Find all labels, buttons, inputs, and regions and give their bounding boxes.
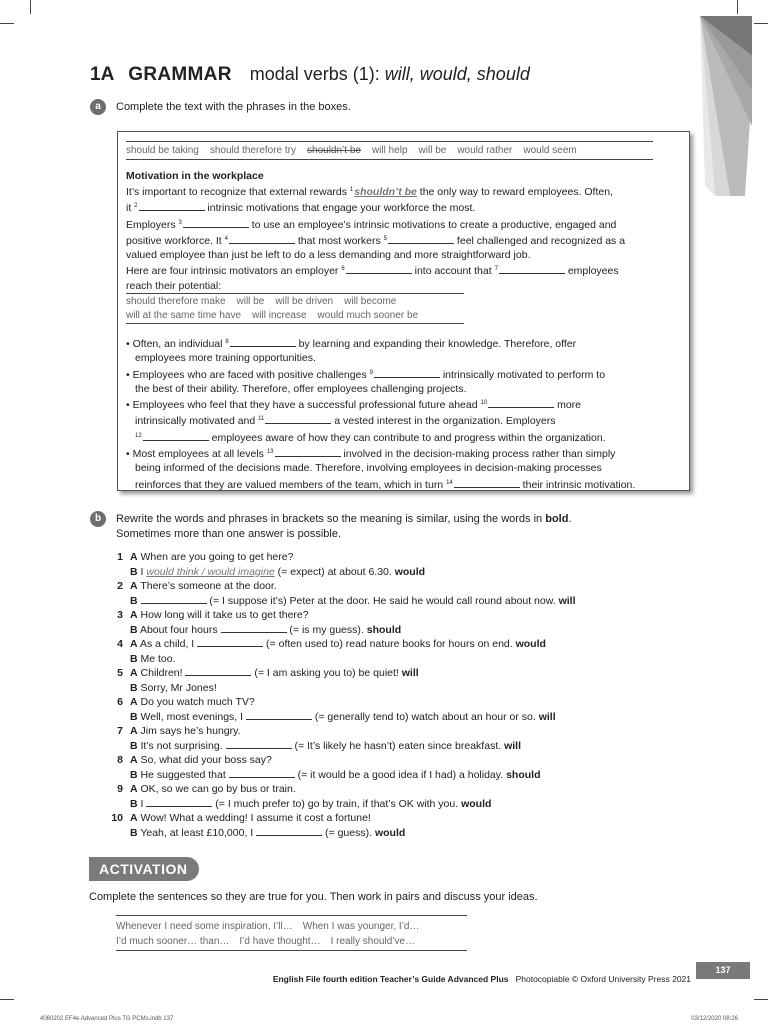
- question-item: 3 A How long will it take us to get there? B About four hours (= is my guess). should: [117, 609, 402, 636]
- page-title: [90, 62, 530, 87]
- phrase-item: would seem: [523, 145, 577, 156]
- list-item: • Employees who are faced with positive challenges $^9$ intrinsically motivated to perform to the best of their ability. Therefore, offer employees challenging projects.: [126, 368, 606, 395]
- phrase-item: will at the same time have: [126, 309, 242, 321]
- list-item: • Most employees at all levels $^{13}$ involved in the decision-making process rather than simply being informed of the decisions made. Therefore, involving employees in decision-making processes reinforces that they are valued members of the team, which in turn $^{14}$ their intrinsic motivation.: [126, 448, 636, 491]
- page-number: 137: [696, 962, 750, 979]
- title-verbs: will, would, should: [384, 64, 530, 84]
- print-slug-left: 4060202 EF4e Advanced Plus TG PCMs.indb 137: [40, 1016, 174, 1022]
- question-item: 1 A When are you going to get here? B I would think / would imagine (= expect) at about 6.30. would: [117, 551, 426, 578]
- answer-blank[interactable]: [183, 218, 249, 228]
- phrase-item: Whenever I need some inspiration, I’ll…: [116, 921, 293, 932]
- activation-instruction: Complete the sentences so they are true for you. Then work in pairs and discuss your ideas.: [89, 891, 538, 903]
- phrase-item: should be taking: [126, 145, 199, 156]
- phrase-item: will help: [371, 145, 408, 156]
- question-item: 10 A Wow! What a wedding! I assume it cost a fortune! B Yeah, at least £10,000, I (= guess). would: [111, 812, 406, 839]
- example-answer: would think / would imagine: [146, 565, 275, 578]
- answer-blank[interactable]: [488, 398, 554, 408]
- answer-blank[interactable]: [139, 201, 205, 211]
- question-item: 5 A Children! (= I am asking you to) be quiet! will B Sorry, Mr Jones!: [117, 667, 419, 694]
- question-item: 4 A As a child, I (= often used to) read nature books for hours on end. would B Me too.: [117, 638, 546, 665]
- lesson-code: 1A: [90, 64, 115, 85]
- phrase-box-top-rule: [126, 141, 653, 142]
- answer-blank[interactable]: [229, 234, 295, 244]
- answer-blank[interactable]: [388, 234, 454, 244]
- crop-mark: [0, 999, 14, 1000]
- phrase-box-2: [126, 295, 429, 322]
- phrase-item: I’d have thought…: [239, 936, 321, 947]
- phrase-box-1: [126, 144, 577, 158]
- answer-blank[interactable]: [499, 264, 565, 274]
- crop-mark: [0, 23, 14, 24]
- section-b-badge: b: [90, 511, 106, 527]
- text-title: Motivation in the workplace: [126, 170, 264, 182]
- answer-blank[interactable]: [143, 431, 209, 441]
- activation-box-top-rule: [116, 915, 467, 916]
- phrase-item: should therefore make: [126, 296, 226, 307]
- phrase-item: I’d much sooner… than…: [116, 936, 230, 947]
- grammar-label: GRAMMAR: [128, 64, 232, 85]
- answer-blank[interactable]: [265, 414, 331, 424]
- copyright-text: Photocopiable © Oxford University Press 2021: [515, 974, 691, 984]
- crop-mark: [737, 0, 738, 14]
- answer-blank[interactable]: [275, 447, 341, 457]
- phrase-item: should therefore try: [209, 145, 297, 156]
- answer-blank[interactable]: [230, 337, 296, 347]
- question-item: 7 A Jim says he’s hungry. B It’s not surprising. (= It’s likely he hasn’t) eaten since breakfast. will: [117, 725, 521, 752]
- activation-banner: ACTIVATION: [89, 857, 199, 881]
- example-answer: shouldn’t be: [354, 186, 417, 198]
- list-item: • Employees who feel that they have a successful professional future ahead $^{10}$ more intrinsically motivated and $^{11}$ a vested interest in the organization. Employers $^{12}$ employees aware of how they can contribute to and progress within the organization.: [126, 399, 606, 444]
- phrase-box-bottom-rule: [126, 159, 653, 160]
- print-slug-right: 03/12/2020 08:26: [691, 1016, 738, 1022]
- answer-blank[interactable]: [141, 594, 207, 604]
- phrase-item: will be: [418, 145, 447, 156]
- phrase-item: would much sooner be: [317, 309, 419, 321]
- question-list: [106, 550, 666, 840]
- question-item: 2 A There’s someone at the door. B (= I suppose it’s) Peter at the door. He said he would call round about now. will: [117, 580, 576, 607]
- phrase-item: I really should’ve…: [330, 936, 416, 947]
- activation-phrase-box: [116, 919, 429, 949]
- crop-mark: [30, 0, 31, 14]
- question-item: 9 A OK, so we can go by bus or train. B I (= I much prefer to) go by train, if that’s OK with you. would: [117, 783, 492, 810]
- answer-blank[interactable]: [246, 710, 312, 720]
- phrase-item: will increase: [252, 309, 307, 321]
- question-item: 6 A Do you watch much TV? B Well, most evenings, I (= generally tend to) watch about an hour or so. will: [117, 696, 556, 723]
- text-paragraph: It’s important to recognize that external rewards $^1$shouldn’t be the only way to reward employees. Often, it $^2$ intrinsic motivations that engage your workforce the most. Employers $^3$ to use an employee’s intrinsic motivations to create a productive, engaged and positive workforce. It $^4$ that most workers $^5$ feel challenged and recognized as a valued employee than just be left to do a less demanding and more straightforward job. Here are four intrinsic motivators an employer $^6$ into account that $^7$ employees reach their potential:: [126, 186, 626, 292]
- title-subtitle: modal verbs (1):: [249, 64, 385, 84]
- section-a-badge: a: [90, 99, 106, 115]
- answer-blank[interactable]: [256, 826, 322, 836]
- phrase-item: When I was younger, I’d…: [302, 921, 420, 932]
- phrase-item: will be driven: [275, 296, 334, 307]
- activation-box-bottom-rule: [116, 950, 467, 951]
- answer-blank[interactable]: [146, 797, 212, 807]
- answer-blank[interactable]: [454, 478, 520, 488]
- crop-mark: [754, 999, 768, 1000]
- answer-blank[interactable]: [226, 739, 292, 749]
- bullet-list: [126, 335, 682, 492]
- answer-blank[interactable]: [374, 368, 440, 378]
- section-a-instruction: Complete the text with the phrases in the boxes.: [116, 101, 351, 113]
- answer-blank[interactable]: [229, 768, 295, 778]
- phrase-item: will be: [236, 296, 265, 307]
- page-footer: [273, 972, 691, 986]
- phrase-item-used: shouldn’t be: [307, 145, 361, 156]
- phrase-box-2-top-rule: [126, 293, 464, 294]
- answer-blank[interactable]: [197, 637, 263, 647]
- answer-blank[interactable]: [221, 623, 287, 633]
- phrase-item: will become: [344, 296, 397, 307]
- phrase-box-2-bottom-rule: [126, 323, 464, 324]
- answer-blank[interactable]: [346, 264, 412, 274]
- decorative-rays-graphic: [690, 16, 752, 196]
- crop-mark: [754, 23, 768, 24]
- phrase-item: would rather: [457, 145, 513, 156]
- answer-blank[interactable]: [185, 666, 251, 676]
- list-item: • Often, an individual $^8$ by learning and expanding their knowledge. Therefore, offer employees more training opportunities.: [126, 338, 577, 365]
- question-item: 8 A So, what did your boss say? B He suggested that (= it would be a good idea if I had) a holiday. should: [117, 754, 541, 781]
- section-b-instruction: Rewrite the words and phrases in brackets so the meaning is similar, using the words in bold. Sometimes more than one answer is possible.: [116, 513, 572, 540]
- book-title: English File fourth edition Teacher’s Guide Advanced Plus: [272, 974, 509, 984]
